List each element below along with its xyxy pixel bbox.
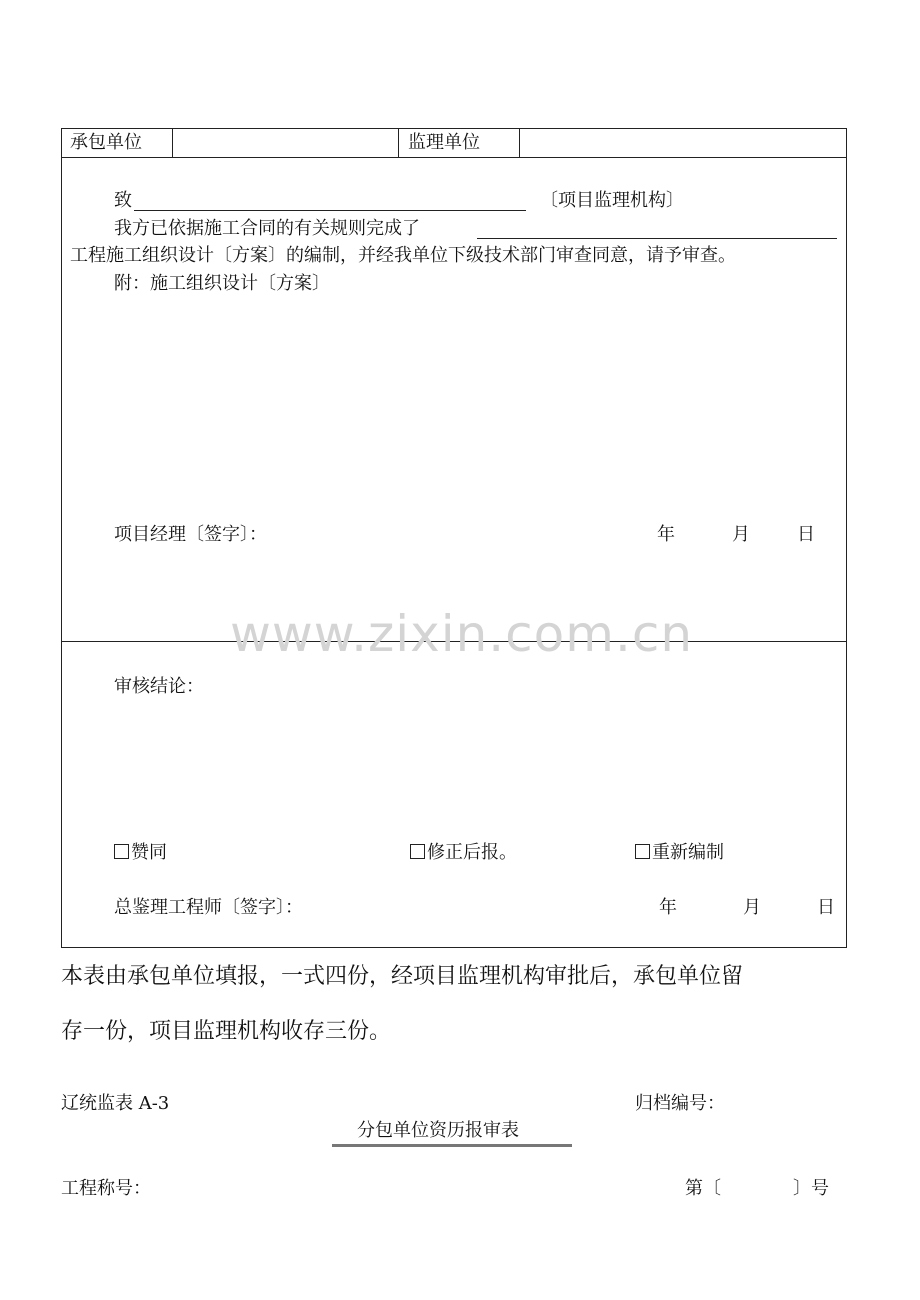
approve-checkbox[interactable] bbox=[114, 844, 129, 859]
review-conclusion-label: 审核结论： bbox=[114, 676, 204, 697]
title-underline bbox=[332, 1144, 572, 1147]
contractor-field[interactable] bbox=[174, 129, 396, 156]
contractor-label: 承包单位 bbox=[70, 132, 142, 153]
project-name-label: 工程称号： bbox=[61, 1178, 151, 1199]
header-col-divider-2 bbox=[398, 128, 399, 157]
redo-label: 重新编制 bbox=[652, 842, 724, 863]
to-prefix: 致 bbox=[114, 190, 132, 211]
sign-year-label: 年 bbox=[657, 524, 675, 545]
option-redo[interactable] bbox=[635, 842, 724, 864]
recipient-underline-field[interactable] bbox=[134, 210, 526, 211]
note-line-1: 本表由承包单位填报，一式四份，经项目监理机构审批后，承包单位留 bbox=[61, 964, 744, 989]
form-title: 分包单位资历报审表 bbox=[357, 1120, 519, 1141]
sign-day-label: 日 bbox=[797, 524, 815, 545]
supervisor-field[interactable] bbox=[521, 129, 845, 156]
review-year-label: 年 bbox=[659, 897, 677, 918]
header-col-divider-3 bbox=[519, 128, 520, 157]
number-suffix: 〕号 bbox=[793, 1178, 829, 1199]
option-approve[interactable] bbox=[114, 842, 167, 864]
number-prefix: 第〔 bbox=[685, 1178, 721, 1199]
manager-signature-label: 项目经理〔签字〕： bbox=[114, 524, 267, 545]
submission-line-2: 工程施工组织设计〔方案〕的编制，并经我单位下级技术部门审查同意，请予审查。 bbox=[70, 245, 736, 266]
chief-engineer-signature-label: 总鉴理工程师〔签字〕： bbox=[114, 897, 303, 918]
attachment-line: 附：施工组织设计〔方案〕 bbox=[114, 273, 330, 294]
header-col-divider-1 bbox=[172, 128, 173, 157]
revise-label: 修正后报。 bbox=[427, 842, 517, 863]
note-line-2: 存一份，项目监理机构收存三份。 bbox=[61, 1019, 392, 1044]
option-revise[interactable] bbox=[410, 842, 517, 864]
watermark: www.zixin.com.cn bbox=[230, 605, 694, 663]
approve-label: 赞同 bbox=[131, 842, 167, 863]
revise-checkbox[interactable] bbox=[410, 844, 425, 859]
header-row-divider bbox=[61, 157, 847, 158]
sign-month-label: 月 bbox=[732, 524, 750, 545]
project-name-underline-field[interactable] bbox=[477, 238, 837, 239]
to-suffix: 〔项目监理机构〕 bbox=[540, 190, 684, 211]
number-field[interactable] bbox=[730, 1176, 790, 1200]
review-day-label: 日 bbox=[817, 897, 835, 918]
form-code: 辽统监表 A-3 bbox=[61, 1093, 170, 1114]
archive-number-label: 归档编号： bbox=[635, 1093, 725, 1114]
review-month-label: 月 bbox=[743, 897, 761, 918]
supervisor-label: 监理单位 bbox=[408, 132, 480, 153]
submission-line-1: 我方已依据施工合同的有关规则完成了 bbox=[114, 218, 420, 239]
redo-checkbox[interactable] bbox=[635, 844, 650, 859]
